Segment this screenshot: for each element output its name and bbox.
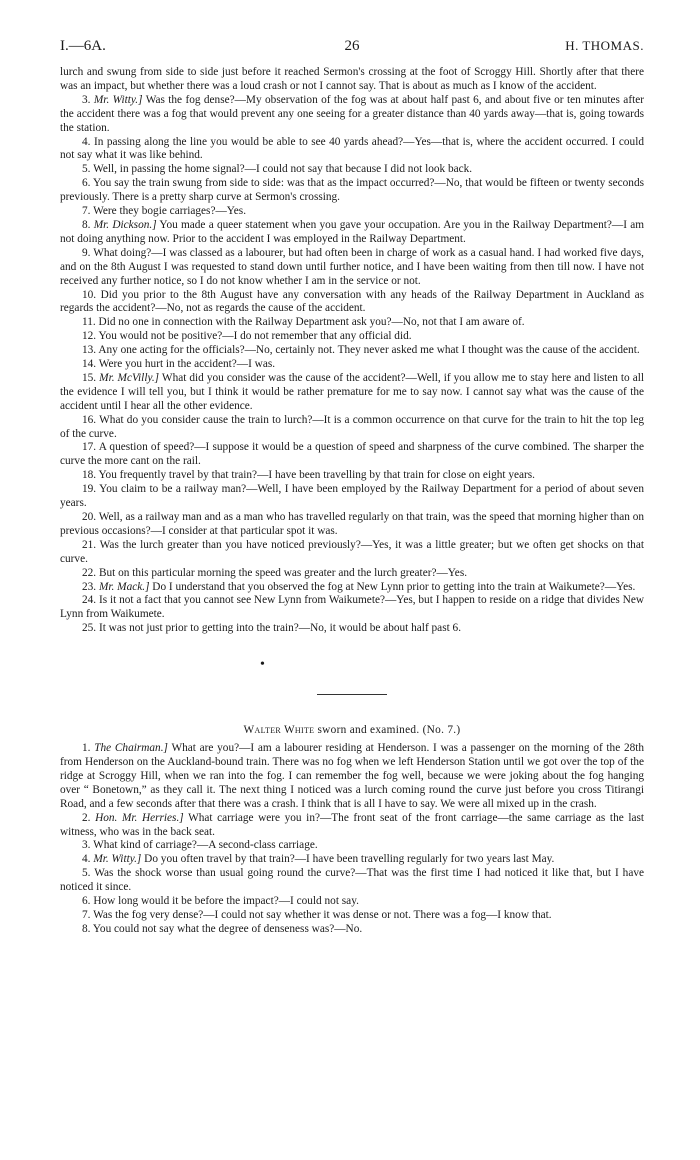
question-text: What are you?—I am a labourer residing at Henderson. I was a passenger on the morning of the 28th from Henderson on the Auckland-bound train. There was no fog when we left Henderson Station until we got over the top of the ridge at Scroggy Hill, when we ran into the fog. I can remember the fog well, because we were joking about the fog hanging over “ Bonetown,” as they call it. The next thing I noticed was a lurch coming round the curve just before you cross Titirangi Road, and a few seconds after that there was a crash. I think that is all I have to say. We were all mixed up in the crash. bbox=[60, 742, 645, 810]
question-text: It was not just prior to getting into the train?—No, it would be about half past 6. bbox=[98, 622, 462, 635]
section-separator bbox=[60, 636, 644, 694]
question-text: You say the train swung from side to side: was that as the impact occurred?—No, that would be fifteen or twenty seconds previously. There is a pretty sharp curve at Sermon's crossing. bbox=[60, 177, 644, 204]
question-text: Is it not a fact that you cannot see New Lynn from Waikumete?—Yes, but I happen to reside on a ridge that divides New Lynn from Waikumete. bbox=[60, 594, 644, 621]
question-text: You claim to be a railway man?—Well, I have been employed by the Railway Department for a period of about seven years. bbox=[60, 483, 644, 510]
question-text: Was the lurch greater than you have noticed previously?—Yes, it was a little greater; but we often get shocks on that curve. bbox=[60, 538, 644, 565]
question-text: You would not be positive?—I do not remember that any official did. bbox=[98, 330, 412, 343]
section-rule-wrap bbox=[60, 694, 644, 724]
question-paragraph bbox=[60, 330, 644, 344]
question-number: 17. bbox=[82, 441, 97, 454]
question-paragraph bbox=[60, 581, 644, 595]
question-paragraph bbox=[60, 163, 644, 177]
question-text: You could not say what the degree of denseness was?—No. bbox=[92, 922, 363, 935]
question-text: Did you prior to the 8th August have any conversation with any heads of the Railway Department in Auckland as regards the accident?—No, not as regards the cause of the accident. bbox=[60, 288, 644, 315]
question-text: You frequently travel by that train?—I have been travelling by that train for close on eight years. bbox=[98, 469, 535, 482]
speaker-name: Mr. McVilly.] bbox=[99, 371, 160, 384]
question-paragraph bbox=[60, 895, 644, 909]
question-paragraph bbox=[60, 594, 644, 622]
question-text: Were they bogie carriages?—Yes. bbox=[93, 205, 247, 218]
question-number: 15. bbox=[82, 371, 97, 384]
question-number: 22. bbox=[82, 566, 97, 579]
question-paragraph bbox=[60, 66, 644, 94]
witness-number: (No. 7.) bbox=[422, 724, 461, 737]
question-text: A question of speed?—I suppose it would be a question of speed and sharpness of the curve combined. The sharper the curve the more cant on the rail. bbox=[60, 441, 644, 468]
witness-header: H. THOMAS. bbox=[565, 38, 644, 53]
question-text: Were you hurt in the accident?—I was. bbox=[98, 358, 276, 371]
question-paragraph bbox=[60, 358, 644, 372]
question-text: What carriage were you in?—The front seat of the front carriage—the same carriage as the last witness, who was in the back seat. bbox=[60, 811, 645, 838]
question-text: Was the fog dense?—My observation of the fog was at about half past 6, and about five or ten minutes after the accident there was a fog that would prevent any one seeing for a greater distance than 40 yards away—that is, going towards the station. bbox=[60, 93, 645, 134]
question-paragraph bbox=[60, 414, 644, 442]
question-paragraph bbox=[60, 469, 644, 483]
question-paragraph bbox=[60, 839, 644, 853]
question-number: 5. bbox=[82, 163, 91, 176]
question-paragraph bbox=[60, 344, 644, 358]
question-number: 4. bbox=[82, 853, 91, 866]
question-number: 7. bbox=[82, 205, 91, 218]
question-paragraph bbox=[60, 622, 644, 636]
question-number: 4. bbox=[82, 135, 91, 148]
question-paragraph bbox=[60, 812, 644, 840]
witness-sworn: sworn and examined. bbox=[317, 724, 420, 737]
question-text: In passing along the line you would be able to see 40 yards ahead?—Yes—that is, where the accident occurred. I could not say what it was like behind. bbox=[60, 135, 644, 162]
question-paragraph bbox=[60, 316, 644, 330]
question-paragraph bbox=[60, 219, 644, 247]
question-number: 12. bbox=[82, 330, 97, 343]
question-text: What doing?—I was classed as a labourer, but had often been in charge of work as a casual hand. I had worked five days, and on the 8th August I was requested to stand down until further notice, and I have been waiting from then till now. I have not received any further notice, so I do not know whether I am in the service or not. bbox=[60, 246, 644, 287]
document-reference: I.—6A. bbox=[60, 38, 106, 54]
question-number: 23. bbox=[82, 580, 97, 593]
question-paragraph bbox=[60, 483, 644, 511]
question-paragraph bbox=[60, 177, 644, 205]
question-text: Was the fog very dense?—I could not say whether it was dense or not. There was a fog—I know that. bbox=[93, 908, 552, 921]
question-paragraph bbox=[60, 441, 644, 469]
testimony-part-2 bbox=[60, 742, 644, 937]
question-paragraph bbox=[60, 923, 644, 937]
page-header bbox=[60, 38, 644, 58]
question-paragraph bbox=[60, 539, 644, 567]
section-rule bbox=[317, 694, 387, 695]
question-paragraph bbox=[60, 742, 644, 812]
question-paragraph bbox=[60, 853, 644, 867]
question-paragraph bbox=[60, 909, 644, 923]
question-number: 18. bbox=[82, 469, 97, 482]
question-text: But on this particular morning the speed was greater and the lurch greater?—Yes. bbox=[98, 566, 468, 579]
speaker-name: Hon. Mr. Herries.] bbox=[95, 811, 184, 824]
question-number: 19. bbox=[82, 483, 97, 496]
speaker-name: Mr. Witty.] bbox=[93, 93, 143, 106]
question-number: 7. bbox=[82, 908, 91, 921]
witness-name: Walter White bbox=[243, 724, 315, 737]
speaker-name: The Chairman.] bbox=[94, 742, 168, 755]
ink-dot: • bbox=[260, 657, 265, 673]
question-paragraph bbox=[60, 289, 644, 317]
question-text: What kind of carriage?—A second-class carriage. bbox=[93, 839, 318, 852]
question-paragraph bbox=[60, 567, 644, 581]
speaker-name: Mr. Dickson.] bbox=[93, 218, 157, 231]
witness-section-title bbox=[60, 724, 644, 738]
question-text: Was the shock worse than usual going round the curve?—That was the first time I had noticed it like that, but I have noticed it since. bbox=[60, 867, 644, 894]
question-number: 21. bbox=[82, 538, 97, 551]
question-number: 14. bbox=[82, 358, 97, 371]
question-number: 11. bbox=[82, 316, 96, 329]
question-paragraph bbox=[60, 205, 644, 219]
question-text: Do I understand that you observed the fog at New Lynn prior to getting into the train at Waikumete?—Yes. bbox=[152, 580, 636, 593]
question-paragraph bbox=[60, 867, 644, 895]
testimony-part-1 bbox=[60, 66, 644, 636]
question-paragraph bbox=[60, 94, 644, 136]
question-number: 6. bbox=[82, 177, 91, 190]
question-number: 10. bbox=[82, 288, 97, 301]
question-paragraph bbox=[60, 136, 644, 164]
question-text: How long would it be before the impact?—I could not say. bbox=[93, 895, 359, 908]
question-number: 2. bbox=[82, 811, 91, 824]
question-text: Any one acting for the officials?—No, certainly not. They never asked me what I thought was the cause of the accident. bbox=[98, 344, 640, 357]
question-text: Did no one in connection with the Railway Department ask you?—No, not that I am aware of. bbox=[98, 316, 525, 329]
question-text: Do you often travel by that train?—I have been travelling regularly for two years last May. bbox=[144, 853, 555, 866]
question-number: 13. bbox=[82, 344, 97, 357]
speaker-name: Mr. Mack.] bbox=[98, 580, 150, 593]
question-number: 3. bbox=[82, 839, 91, 852]
question-number: 24. bbox=[82, 594, 97, 607]
question-paragraph bbox=[60, 511, 644, 539]
question-text: What did you consider was the cause of the accident?—Well, if you allow me to stay here and listen to all the evidence I will tell you, but I think it would be rather premature for me to say now. I cannot say what was the cause of the accident until I hear all the other evidence. bbox=[60, 371, 645, 412]
question-number: 6. bbox=[82, 895, 91, 908]
question-number: 16. bbox=[82, 413, 97, 426]
question-number: 8. bbox=[82, 922, 91, 935]
question-text: You made a queer statement when you gave your occupation. Are you in the Railway Department?—I am not doing anything now. Prior to the accident I was employed in the Railway Department. bbox=[60, 218, 644, 245]
speaker-name: Mr. Witty.] bbox=[93, 853, 142, 866]
question-paragraph bbox=[60, 247, 644, 289]
question-number: 8. bbox=[82, 218, 91, 231]
question-number: 20. bbox=[82, 511, 97, 523]
question-text: What do you consider cause the train to lurch?—It is a common occurrence on that curve for the train to hit the top leg of the curve. bbox=[60, 413, 645, 440]
question-number: 25. bbox=[82, 622, 97, 635]
question-number: 1. bbox=[82, 742, 91, 755]
question-number: 5. bbox=[82, 867, 91, 880]
question-paragraph bbox=[60, 372, 644, 414]
document-body bbox=[60, 66, 644, 937]
question-number: 3. bbox=[82, 93, 91, 106]
page-number: 26 bbox=[344, 38, 360, 54]
question-number: 9. bbox=[82, 246, 91, 259]
question-text: Well, in passing the home signal?—I could not say that because I did not look back. bbox=[93, 163, 473, 176]
question-text: lurch and swung from side to side just before it reached Sermon's crossing at the foot of Scroggy Hill. Shortly after that there was an impact, but whether there was a loud crash or not I cannot say. That is about as much as I know of the accident. bbox=[60, 66, 644, 92]
question-text: Well, as a railway man and as a man who has travelled regularly on that train, was the speed that morning higher than on previous occasions?—I consider at that particular spot it was. bbox=[60, 511, 645, 537]
